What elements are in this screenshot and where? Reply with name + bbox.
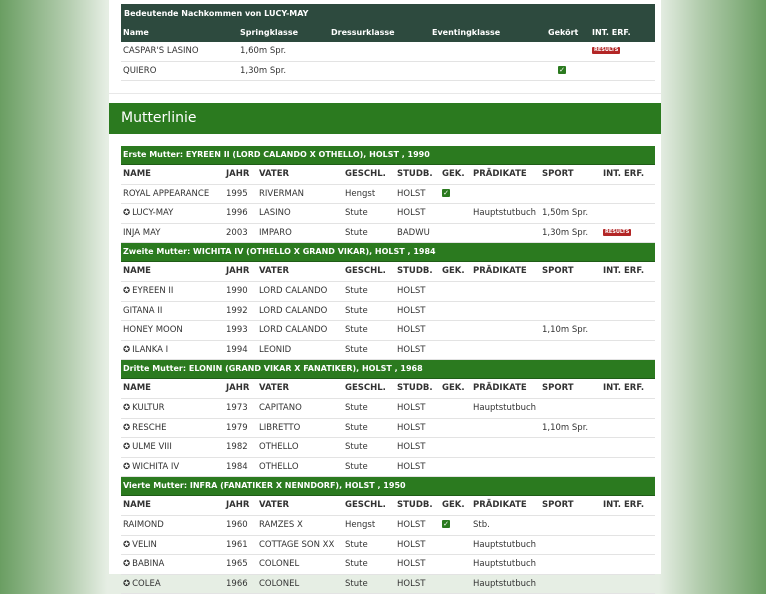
table-row: [121, 341, 655, 361]
table-row: [121, 555, 655, 575]
offspring-header-row: [121, 23, 655, 42]
sire-link[interactable]: COLONEL: [259, 578, 300, 589]
sire-link[interactable]: RAMZES X: [259, 519, 303, 530]
col-int-erf: INT. ERF.: [592, 28, 631, 37]
horse-name: RESCHE: [132, 422, 167, 433]
year-value: 2003: [226, 227, 248, 238]
mutterlinie-table: [121, 146, 655, 594]
sex-value: Stute: [345, 285, 368, 296]
sex-value: Stute: [345, 442, 368, 453]
col-eventingklasse: Eventingklasse: [432, 28, 501, 37]
horse-name: RAIMOND: [123, 519, 164, 530]
col-dressurklasse: Dressurklasse: [331, 28, 395, 37]
mare-symbol-icon: ✪: [123, 422, 131, 433]
mare-symbol-icon: ✪: [123, 539, 131, 550]
table-header-row: [121, 262, 655, 282]
studbook-value: HOLST: [397, 305, 426, 316]
year-value: 1996: [226, 208, 248, 219]
col-studb: STUDB.: [397, 266, 433, 277]
year-value: 1994: [226, 344, 248, 355]
praedikate-value: Stb.: [473, 519, 490, 530]
horse-name-link[interactable]: [123, 399, 165, 418]
studbook-value: HOLST: [397, 402, 426, 413]
table-row: [121, 204, 655, 224]
int-erf-cell: [592, 42, 620, 61]
col-sport: SPORT: [542, 383, 574, 394]
table-header-row: [121, 379, 655, 399]
sire-link[interactable]: COLONEL: [259, 559, 300, 570]
praedikate-value: Hauptstutbuch: [473, 402, 537, 413]
sex-value: Stute: [345, 578, 368, 589]
studbook-value: HOLST: [397, 519, 426, 530]
studbook-value: HOLST: [397, 578, 426, 589]
mother-title: Erste Mutter: EYREEN II (LORD CALANDO X OTHELLO), HOLST , 1990: [121, 146, 655, 165]
studbook-value: HOLST: [397, 325, 426, 336]
col-gekoert: Gekört: [548, 28, 579, 37]
horse-name: ULME VIII: [132, 442, 172, 453]
col-int-erf: INT. ERF.: [603, 266, 645, 277]
content-panel: [109, 0, 661, 589]
horse-name-link[interactable]: [123, 282, 173, 301]
horse-name: BABINA: [132, 559, 165, 570]
sire-link[interactable]: LORD CALANDO: [259, 285, 328, 296]
horse-name-link[interactable]: [123, 536, 157, 555]
horse-name-link[interactable]: [123, 575, 161, 594]
horse-name-link[interactable]: CASPAR'S LASINO: [123, 46, 199, 56]
table-header-row: [121, 165, 655, 185]
praedikate-value: Hauptstutbuch: [473, 539, 537, 550]
col-vater: VATER: [259, 383, 290, 394]
sport-value: 1,10m Spr.: [542, 325, 589, 336]
mare-symbol-icon: ✪: [123, 461, 131, 472]
year-value: 1966: [226, 578, 248, 589]
table-row: [121, 458, 655, 478]
table-row: [121, 438, 655, 458]
sire-link[interactable]: OTHELLO: [259, 442, 299, 453]
col-name: NAME: [123, 266, 151, 277]
sex-value: Stute: [345, 559, 368, 570]
horse-name: INJA MAY: [123, 227, 161, 238]
mare-symbol-icon: ✪: [123, 442, 131, 453]
col-springklasse: Springklasse: [240, 28, 299, 37]
year-value: 1961: [226, 539, 248, 550]
horse-name: LUCY-MAY: [132, 208, 174, 219]
col-geschl: GESCHL.: [345, 383, 386, 394]
year-value: 1965: [226, 559, 248, 570]
studbook-value: HOLST: [397, 285, 426, 296]
horse-name: GITANA II: [123, 305, 163, 316]
mother-title: Zweite Mutter: WICHITA IV (OTHELLO X GRAND VIKAR), HOLST , 1984: [121, 243, 655, 262]
col-sport: SPORT: [542, 266, 574, 277]
sex-value: Stute: [345, 208, 368, 219]
gek-cell: [442, 185, 450, 204]
results-badge[interactable]: RESULTS: [594, 47, 619, 53]
praedikate-value: Hauptstutbuch: [473, 559, 537, 570]
col-name: NAME: [123, 169, 151, 179]
col-gek: GEK.: [442, 169, 465, 179]
studbook-value: HOLST: [397, 539, 426, 550]
studbook-value: HOLST: [397, 188, 426, 199]
mare-symbol-icon: ✪: [123, 208, 131, 219]
year-value: 1979: [226, 422, 248, 433]
results-badge[interactable]: RESULTS: [605, 228, 630, 235]
sire-link[interactable]: LASINO: [259, 208, 291, 219]
col-praedikate: PRÄDIKATE: [473, 500, 527, 511]
sport-value: 1,50m Spr.: [542, 208, 589, 219]
col-geschl: GESCHL.: [345, 500, 386, 511]
sire-link[interactable]: IMPARO: [259, 227, 292, 238]
sport-value: 1,10m Spr.: [542, 422, 589, 433]
offspring-row: [121, 62, 655, 82]
horse-name-link[interactable]: [123, 185, 209, 204]
table-row: [121, 224, 655, 244]
col-gek: GEK.: [442, 383, 465, 394]
col-sport: SPORT: [542, 169, 574, 179]
horse-name-link[interactable]: QUIERO: [123, 65, 157, 76]
horse-name-link[interactable]: [123, 321, 183, 340]
col-jahr: JAHR: [226, 169, 250, 179]
col-int-erf: INT. ERF.: [603, 383, 645, 394]
horse-name-link[interactable]: [123, 458, 179, 477]
col-studb: STUDB.: [397, 383, 433, 394]
col-jahr: JAHR: [226, 500, 250, 511]
horse-name-link[interactable]: [123, 419, 167, 438]
horse-name-link[interactable]: [123, 516, 164, 535]
checkmark-icon: ✓: [443, 189, 449, 198]
sex-value: Stute: [345, 402, 368, 413]
checkmark-icon: ✓: [559, 66, 565, 75]
studbook-value: HOLST: [397, 344, 426, 355]
horse-name: VELIN: [132, 539, 157, 550]
offspring-row: [121, 42, 655, 62]
year-value: 1960: [226, 519, 248, 530]
mare-symbol-icon: ✪: [123, 578, 131, 589]
sire-link[interactable]: LORD CALANDO: [259, 325, 328, 336]
table-row: [121, 321, 655, 341]
horse-name-link[interactable]: [123, 341, 168, 360]
horse-name: HONEY MOON: [123, 325, 183, 336]
horse-name: EYREEN II: [132, 285, 174, 296]
mare-symbol-icon: ✪: [123, 559, 131, 570]
table-row: [121, 399, 655, 419]
sire-link[interactable]: LORD CALANDO: [259, 305, 328, 316]
col-geschl: GESCHL.: [345, 266, 386, 277]
horse-name-link[interactable]: [123, 438, 172, 457]
studbook-value: HOLST: [397, 442, 426, 453]
mother-title: Vierte Mutter: INFRA (FANATIKER X NENNDORF), HOLST , 1950: [121, 477, 655, 496]
horse-name-link[interactable]: [123, 555, 164, 574]
col-gek: GEK.: [442, 500, 465, 511]
section-title-mutterlinie: Mutterlinie: [109, 103, 661, 134]
offspring-table: [121, 4, 655, 81]
sex-value: Stute: [345, 461, 368, 472]
sex-value: Stute: [345, 305, 368, 316]
year-value: 1982: [226, 442, 248, 453]
col-vater: VATER: [259, 266, 290, 277]
horse-name-link[interactable]: [123, 224, 160, 243]
mother-title: Dritte Mutter: ELONIN (GRAND VIKAR X FANATIKER), HOLST , 1968: [121, 360, 655, 379]
table-row: [121, 575, 655, 594]
year-value: 1992: [226, 305, 248, 316]
col-name: Name: [123, 28, 149, 37]
col-vater: VATER: [259, 169, 290, 179]
sex-value: Hengst: [345, 188, 376, 199]
col-name: NAME: [123, 383, 151, 394]
offspring-title: Bedeutende Nachkommen von LUCY-MAY: [121, 4, 655, 23]
table-row: [121, 302, 655, 322]
springklasse-value: 1,60m Spr.: [240, 46, 287, 56]
horse-name: KULTUR: [132, 402, 165, 413]
gekoert-cell: [558, 62, 566, 81]
col-int-erf: INT. ERF.: [603, 500, 645, 511]
praedikate-value: Hauptstutbuch: [473, 208, 537, 219]
table-row: [121, 282, 655, 302]
sire-link[interactable]: COTTAGE SON XX: [259, 539, 335, 550]
sire-link[interactable]: LIBRETTO: [259, 422, 301, 433]
table-header-row: [121, 496, 655, 516]
col-jahr: JAHR: [226, 383, 250, 394]
sex-value: Stute: [345, 422, 368, 433]
sex-value: Stute: [345, 325, 368, 336]
col-name: NAME: [123, 500, 151, 511]
studbook-value: HOLST: [397, 422, 426, 433]
horse-name: COLEA: [132, 578, 161, 589]
sire-link[interactable]: OTHELLO: [259, 461, 299, 472]
col-jahr: JAHR: [226, 266, 250, 277]
divider: [109, 93, 661, 94]
year-value: 1995: [226, 188, 248, 199]
year-value: 1973: [226, 402, 248, 413]
int-erf-cell: [603, 224, 631, 243]
horse-name: ILANKA I: [132, 344, 169, 355]
table-row: [121, 516, 655, 536]
studbook-value: HOLST: [397, 559, 426, 570]
col-vater: VATER: [259, 500, 290, 511]
studbook-value: HOLST: [397, 461, 426, 472]
studbook-value: HOLST: [397, 208, 426, 219]
praedikate-value: Hauptstutbuch: [473, 578, 537, 589]
sire-link[interactable]: LEONID: [259, 344, 292, 355]
year-value: 1984: [226, 461, 248, 472]
horse-name-link[interactable]: [123, 302, 162, 321]
table-row: [121, 536, 655, 556]
horse-name: ROYAL APPEARANCE: [123, 188, 210, 199]
mare-symbol-icon: ✪: [123, 285, 131, 296]
horse-name: WICHITA IV: [132, 461, 180, 472]
year-value: 1990: [226, 285, 248, 296]
studbook-value: BADWU: [397, 227, 430, 238]
table-row: [121, 185, 655, 205]
sire-link[interactable]: CAPITANO: [259, 402, 302, 413]
checkmark-icon: ✓: [443, 520, 449, 529]
horse-name-link[interactable]: [123, 204, 173, 223]
col-praedikate: PRÄDIKATE: [473, 266, 527, 277]
col-studb: STUDB.: [397, 500, 433, 511]
table-row: [121, 419, 655, 439]
col-int-erf: INT. ERF.: [603, 169, 645, 179]
sire-link[interactable]: RIVERMAN: [259, 188, 305, 199]
sex-value: Stute: [345, 539, 368, 550]
sport-value: 1,30m Spr.: [542, 227, 589, 238]
springklasse-value: 1,30m Spr.: [240, 65, 287, 76]
year-value: 1993: [226, 325, 248, 336]
sex-value: Stute: [345, 227, 368, 238]
col-sport: SPORT: [542, 500, 574, 511]
sex-value: Hengst: [345, 519, 376, 530]
col-gek: GEK.: [442, 266, 465, 277]
mare-symbol-icon: ✪: [123, 402, 131, 413]
mare-symbol-icon: ✪: [123, 344, 131, 355]
col-geschl: GESCHL.: [345, 169, 386, 179]
col-studb: STUDB.: [397, 169, 433, 179]
col-praedikate: PRÄDIKATE: [473, 383, 527, 394]
gek-cell: [442, 516, 450, 535]
sex-value: Stute: [345, 344, 368, 355]
col-praedikate: PRÄDIKATE: [473, 169, 527, 179]
